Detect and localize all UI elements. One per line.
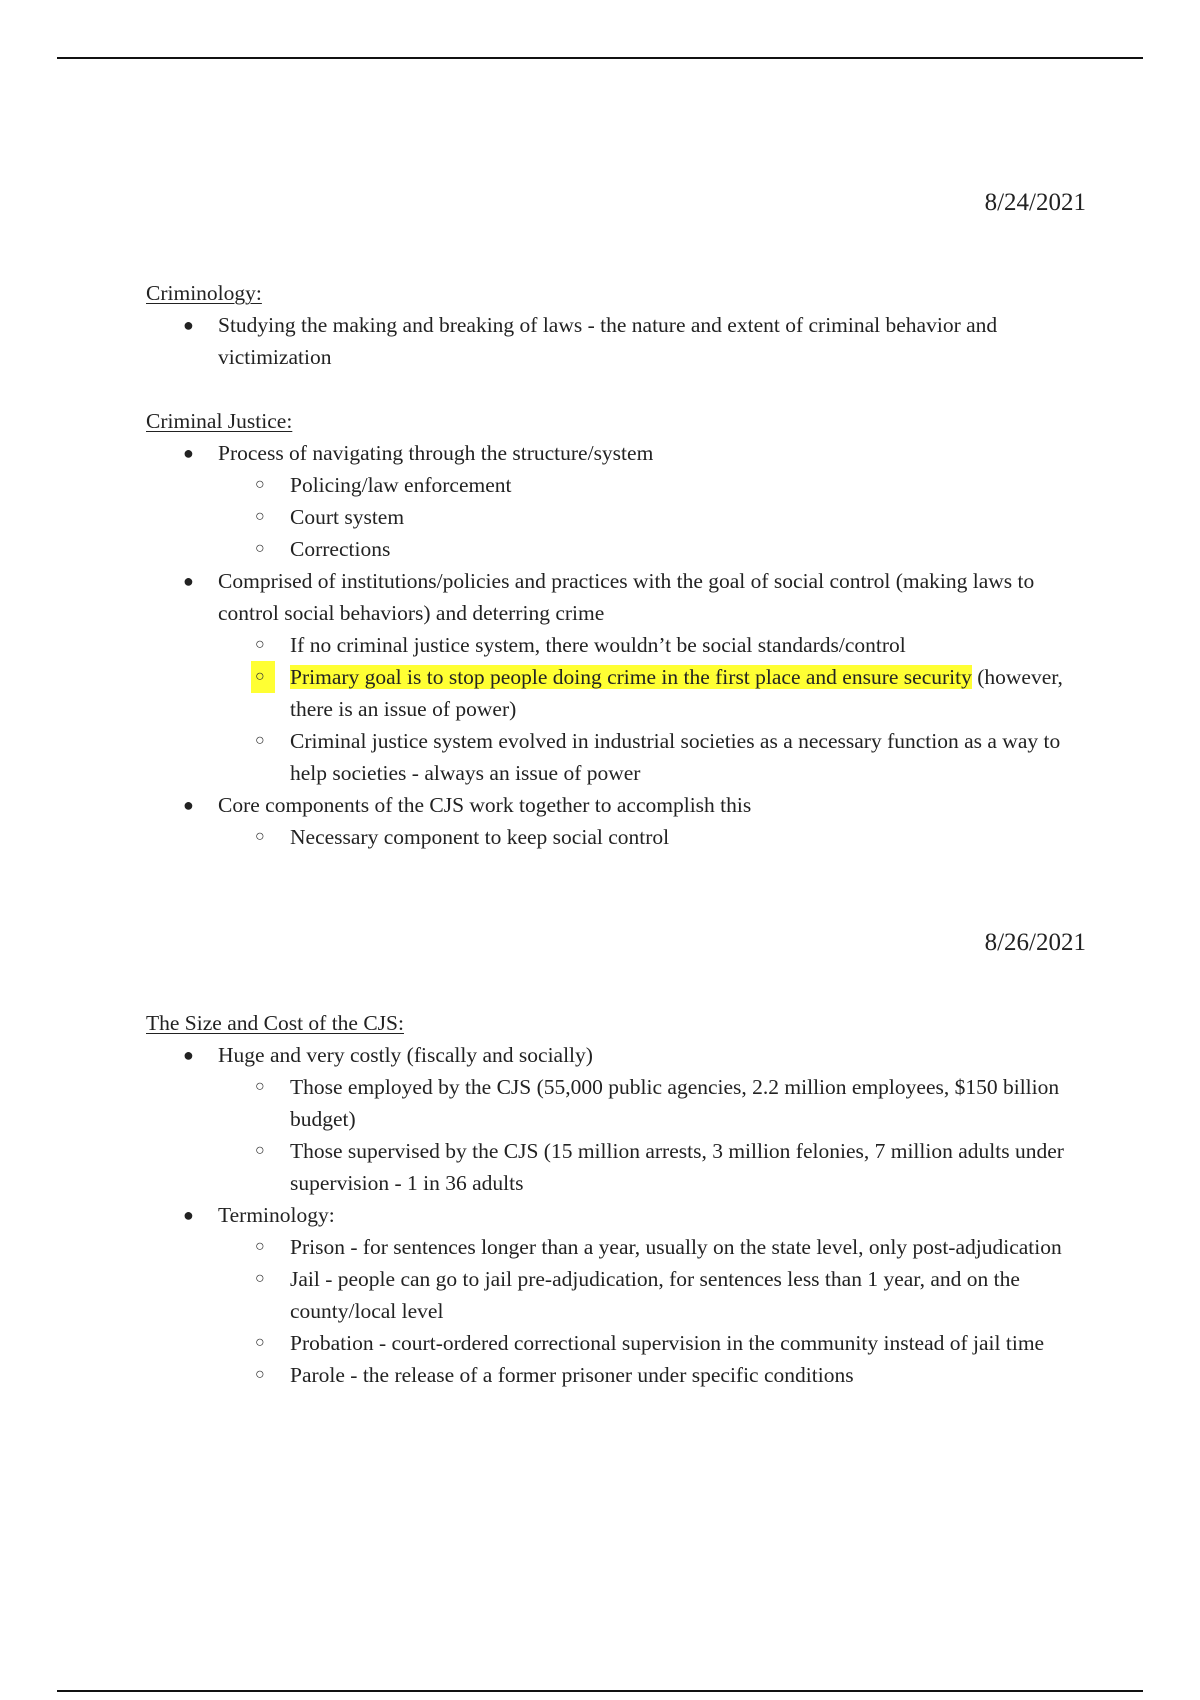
sub-list-item xyxy=(146,1359,1086,1391)
hollow-bullet-icon: ○ xyxy=(255,1334,265,1351)
sub-list-item-text: Probation - court-ordered correctional supervision in the community instead of jail time xyxy=(290,1331,1045,1355)
bottom-rule xyxy=(57,1690,1143,1692)
bullet-icon: ● xyxy=(183,1045,194,1065)
hollow-bullet-icon: ○ xyxy=(255,1238,265,1255)
section-size-and-cost xyxy=(146,1007,1086,1391)
sub-list xyxy=(218,1071,1086,1199)
sub-list-item xyxy=(146,1135,1086,1199)
sub-list-item xyxy=(146,821,1086,853)
bullet-icon: ● xyxy=(183,1205,194,1225)
sub-list-item-text: Criminal justice system evolved in industrial societies as a necessary function as a way to help societies - always an issue of power xyxy=(290,729,1061,785)
bullet-icon: ● xyxy=(183,571,194,591)
hollow-bullet-icon: ○ xyxy=(255,508,265,525)
section-heading: The Size and Cost of the CJS: xyxy=(146,1011,404,1035)
sub-list-item xyxy=(146,725,1086,789)
sub-list xyxy=(218,821,1086,853)
sub-list-item xyxy=(146,1263,1086,1327)
list-item-text: Terminology: xyxy=(218,1203,335,1227)
hollow-bullet-icon: ○ xyxy=(255,636,265,653)
list-item-text: Process of navigating through the structure/system xyxy=(218,441,654,465)
list-item-text: Huge and very costly (fiscally and socially) xyxy=(218,1043,593,1067)
section-criminology xyxy=(146,277,1086,373)
hollow-bullet-icon: ○ xyxy=(255,476,265,493)
bullet-icon: ● xyxy=(183,315,194,335)
bullet-list xyxy=(146,309,1086,373)
highlighted-text: Primary goal is to stop people doing crime in the first place and ensure security xyxy=(290,665,972,689)
list-item xyxy=(146,789,1086,853)
hollow-bullet-icon: ○ xyxy=(255,1078,265,1095)
sub-list-item-text: Those supervised by the CJS (15 million arrests, 3 million felonies, 7 million adults under supervision - 1 in 36 adults xyxy=(290,1139,1064,1195)
sub-list-item-text: Court system xyxy=(290,505,405,529)
list-item xyxy=(146,565,1086,789)
list-item-text: Studying the making and breaking of laws - the nature and extent of criminal behavior and victimization xyxy=(218,313,998,369)
sub-list-item-text: Policing/law enforcement xyxy=(290,473,512,497)
list-item xyxy=(146,1039,1086,1199)
sub-list-item-text: Parole - the release of a former prisoner under specific conditions xyxy=(290,1363,854,1387)
sub-list-item-text: Corrections xyxy=(290,537,391,561)
sub-list-item xyxy=(146,469,1086,501)
note-date: 8/24/2021 xyxy=(984,189,1086,216)
top-rule xyxy=(57,57,1143,59)
bullet-icon: ● xyxy=(183,443,194,463)
list-item-text: Core components of the CJS work together to accomplish this xyxy=(218,793,752,817)
sub-list-item-text: Prison - for sentences longer than a year, usually on the state level, only post-adjudication xyxy=(290,1235,1062,1259)
hollow-bullet-icon: ○ xyxy=(255,1142,265,1159)
sub-list-item-text: If no criminal justice system, there wouldn’t be social standards/control xyxy=(290,633,906,657)
hollow-bullet-icon: ○ xyxy=(251,661,275,693)
sub-list-item-text: (however, there is an issue of power) xyxy=(290,665,1063,721)
sub-list xyxy=(218,629,1086,789)
section-heading: Criminal Justice: xyxy=(146,409,293,433)
list-item-text: Comprised of institutions/policies and practices with the goal of social control (making laws to control social behaviors) and deterring crime xyxy=(218,569,1035,625)
bullet-list xyxy=(146,437,1086,853)
sub-list-item xyxy=(146,1071,1086,1135)
note-date: 8/26/2021 xyxy=(984,929,1086,956)
list-item xyxy=(146,309,1086,373)
list-item xyxy=(146,1199,1086,1391)
sub-list-item xyxy=(146,629,1086,661)
bullet-icon: ● xyxy=(183,795,194,815)
hollow-bullet-icon: ○ xyxy=(255,732,265,749)
sub-list-item-text: Jail - people can go to jail pre-adjudication, for sentences less than 1 year, and on the county/local level xyxy=(290,1267,1020,1323)
sub-list-item xyxy=(146,533,1086,565)
hollow-bullet-icon: ○ xyxy=(255,1270,265,1287)
sub-list xyxy=(218,1231,1086,1391)
sub-list-item-text: Necessary component to keep social control xyxy=(290,825,670,849)
sub-list-item xyxy=(146,501,1086,533)
sub-list-item-highlighted xyxy=(146,661,1086,725)
hollow-bullet-icon: ○ xyxy=(255,540,265,557)
sub-list-item xyxy=(146,1327,1086,1359)
sub-list xyxy=(218,469,1086,565)
sub-list-item-text: Those employed by the CJS (55,000 public agencies, 2.2 million employees, $150 billion budget) xyxy=(290,1075,1060,1131)
sub-list-item xyxy=(146,1231,1086,1263)
hollow-bullet-icon: ○ xyxy=(255,828,265,845)
section-criminal-justice xyxy=(146,405,1086,853)
hollow-bullet-icon: ○ xyxy=(255,1366,265,1383)
bullet-list xyxy=(146,1039,1086,1391)
section-heading: Criminology: xyxy=(146,281,262,305)
list-item xyxy=(146,437,1086,565)
